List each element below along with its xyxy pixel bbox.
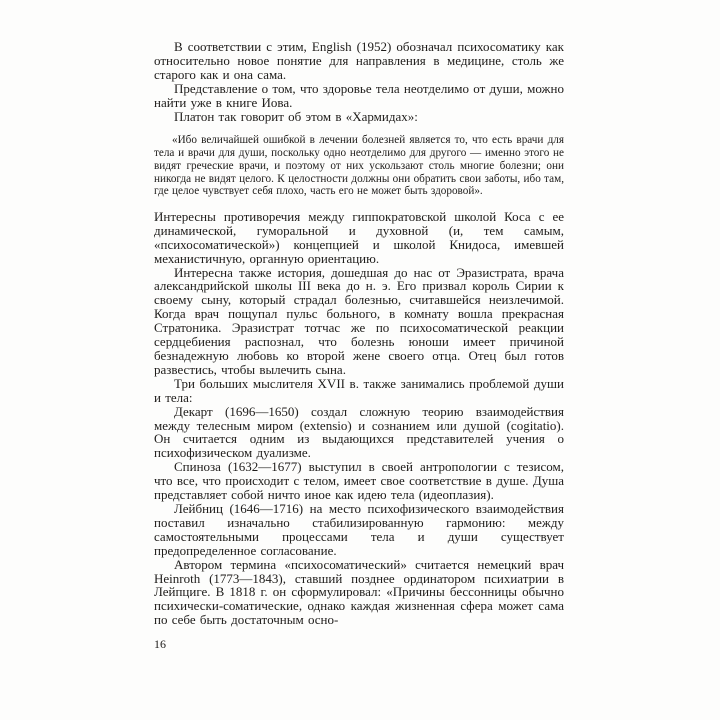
paragraph-three-thinkers: Три больших мыслителя XVII в. также занимались проблемой души и тела: [154, 375, 564, 405]
blockquote-charmides: «Ибо величайшей ошибкой в лечении болезней является то, что есть врачи для тела и врачи для души, поскольку одно неотделимо для другого — именно этого не видят греческие врачи, и поэтому от них ускользают столь многие болезни; они никогда не видят целого. К целостности должны они обратить свои заботы, ибо там, где целое чувствует себя плохо, часть его не может быть здоровой». [154, 134, 564, 198]
paragraph-heinroth: Автором термина «психосоматический» считается немецкий врач Heinroth (1773—1843), ставший позднее ординатором психиатрии в Лейпциге. В 1818 г. он сформулировал: «Причины бессонницы обычно психически-соматические, однако каждая жизненная сфера может сама по себе быть достаточным осно- [154, 556, 564, 628]
paragraph-leibniz: Лейбниц (1646—1716) на место психофизического взаимодействия поставил изначально стабилизированную гармонию: между самостоятельными процессами тела и души существует предопределенное согласование. [154, 500, 564, 558]
paragraph-spinoza: Спиноза (1632—1677) выступил в своей антропологии с тезисом, что все, что происходит с телом, имеет свое соответствие в душе. Душа представляет собой ничто иное как идею тела (идеоплазия). [154, 459, 564, 503]
text-column [154, 40, 564, 652]
paragraph-job-book: Представление о том, что здоровье тела неотделимо от души, можно найти уже в книге Иова. [154, 80, 564, 110]
paragraph-kos-knidos: Интересны противоречия между гиппократовской школой Коса с ее динамической, гуморальной и духовной (и, тем самым, «психосоматической») концепцией и школой Книдоса, имевшей механистичную, органную ориентацию. [154, 208, 564, 266]
paragraph-plato-lead: Платон так говорит об этом в «Хармидах»: [174, 108, 418, 124]
paragraph-descartes: Декарт (1696—1650) создал сложную теорию взаимодействия между телесным миром (extensio) и сознанием или душой (cogitatio). Он считается одним из выдающихся представителей учения о психофизическом дуализме. [154, 403, 564, 461]
page-number: 16 [154, 637, 166, 652]
paragraph-erasistratus: Интересна также история, дошедшая до нас от Эразистрата, врача александрийской школы III века до н. э. Его призвал король Сирии к своему сыну, который страдал болезнью, считавшейся неизлечимой. Когда врач пощупал пульс больного, в комнату вошла прекрасная Стратоника. Эразистрат тотчас же по психосоматической реакции сердцебиения распознал, что болезнь юноши имеет причиной безнадежную любовь ко второй жене своего отца. Отец был готов развестись, чтобы вылечить сына. [154, 264, 564, 377]
paragraph-intro-english: В соответствии с этим, English (1952) обозначал психосоматику как относительно новое понятие для направления в медицине, столь же старого как и она сама. [154, 39, 564, 82]
